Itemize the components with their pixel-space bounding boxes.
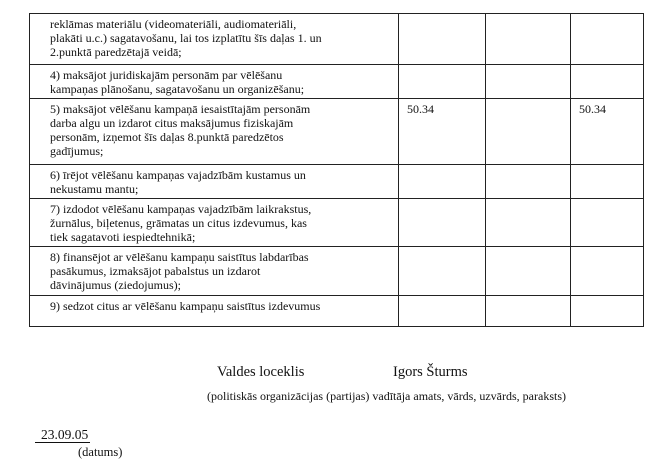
description-line: 2.punktā paredzētajā veidā;: [50, 45, 182, 59]
signer-name: Igors Šturms: [393, 364, 468, 380]
amount-cell-col2: [486, 14, 571, 65]
description-line: dāvinājumus (ziedojumus);: [50, 278, 181, 292]
amount-cell-col3: [571, 65, 644, 99]
amount-cell-col2: [486, 199, 571, 247]
date-value: 23.09.05: [35, 427, 90, 443]
amount-cell-col1: [399, 247, 486, 296]
row-description: [30, 99, 399, 165]
description-line: pasākumus, izmaksājot pabalstus un izdarot: [50, 264, 261, 278]
amount-cell-col3: [571, 165, 644, 199]
amount-cell-col2: [486, 165, 571, 199]
table-row: [30, 296, 644, 327]
description-line: darba algu un izdarot citus maksājumus fiziskajām: [50, 116, 294, 130]
amount-cell-col3: [571, 199, 644, 247]
description-line: 8) finansējot ar vēlēšanu kampaņu saistītus labdarības: [50, 250, 309, 264]
description-line: kampaņas plānošanu, sagatavošanu un organizēšanu;: [50, 82, 305, 96]
amount-cell-col1: [399, 165, 486, 199]
amount-cell-col2: [486, 296, 571, 327]
amount-cell-col1: 50.34: [399, 99, 486, 165]
row-description: [30, 65, 399, 99]
amount-cell-col3: [571, 296, 644, 327]
amount-cell-col2: [486, 99, 571, 165]
description-line: nekustamu mantu;: [50, 182, 139, 196]
row-description: [30, 165, 399, 199]
amount-cell-col2: [486, 65, 571, 99]
amount-cell-col1: [399, 296, 486, 327]
description-line: žurnālus, biļetenus, grāmatas un citus izdevumus, kas: [50, 216, 307, 230]
signature-caption: (politiskās organizācijas (partijas) vadītāja amats, vārds, uzvārds, paraksts): [207, 389, 566, 403]
table-row: [30, 14, 644, 65]
description-line: 9) sedzot citus ar vēlēšanu kampaņu saistītus izdevumus: [50, 299, 321, 313]
expense-table: [29, 13, 644, 327]
expense-table-body: [30, 14, 644, 327]
row-description: [30, 14, 399, 65]
description-line: plakāti u.c.) sagatavošanu, lai tos izplatītu šīs daļas 1. un: [50, 31, 322, 45]
table-row: [30, 247, 644, 296]
amount-cell-col1: [399, 199, 486, 247]
amount-cell-col3: 50.34: [571, 99, 644, 165]
row-description: [30, 199, 399, 247]
description-line: 7) izdodot vēlēšanu kampaņas vajadzībām laikrakstus,: [50, 202, 312, 216]
description-line: reklāmas materiālu (videomateriāli, audiomateriāli,: [50, 17, 297, 31]
table-row: [30, 165, 644, 199]
description-line: tiek sagatavoti iespiedtehnikā;: [50, 230, 196, 244]
description-line: 5) maksājot vēlēšanu kampaņā iesaistītajām personām: [50, 102, 311, 116]
signer-position: Valdes loceklis: [217, 364, 305, 380]
row-description: [30, 296, 399, 327]
amount-cell-col2: [486, 247, 571, 296]
table-row: [30, 99, 644, 165]
amount-cell-col1: [399, 65, 486, 99]
row-description: [30, 247, 399, 296]
amount-cell-col1: [399, 14, 486, 65]
description-line: 4) maksājot juridiskajām personām par vēlēšanu: [50, 68, 283, 82]
table-row: [30, 199, 644, 247]
description-line: personām, izņemot šīs daļas 8.punktā paredzētos: [50, 130, 284, 144]
amount-cell-col3: [571, 247, 644, 296]
table-row: [30, 65, 644, 99]
description-line: 6) īrējot vēlēšanu kampaņas vajadzībām kustamus un: [50, 168, 306, 182]
date-caption: (datums): [78, 445, 123, 459]
amount-cell-col3: [571, 14, 644, 65]
description-line: gadījumus;: [50, 144, 104, 158]
